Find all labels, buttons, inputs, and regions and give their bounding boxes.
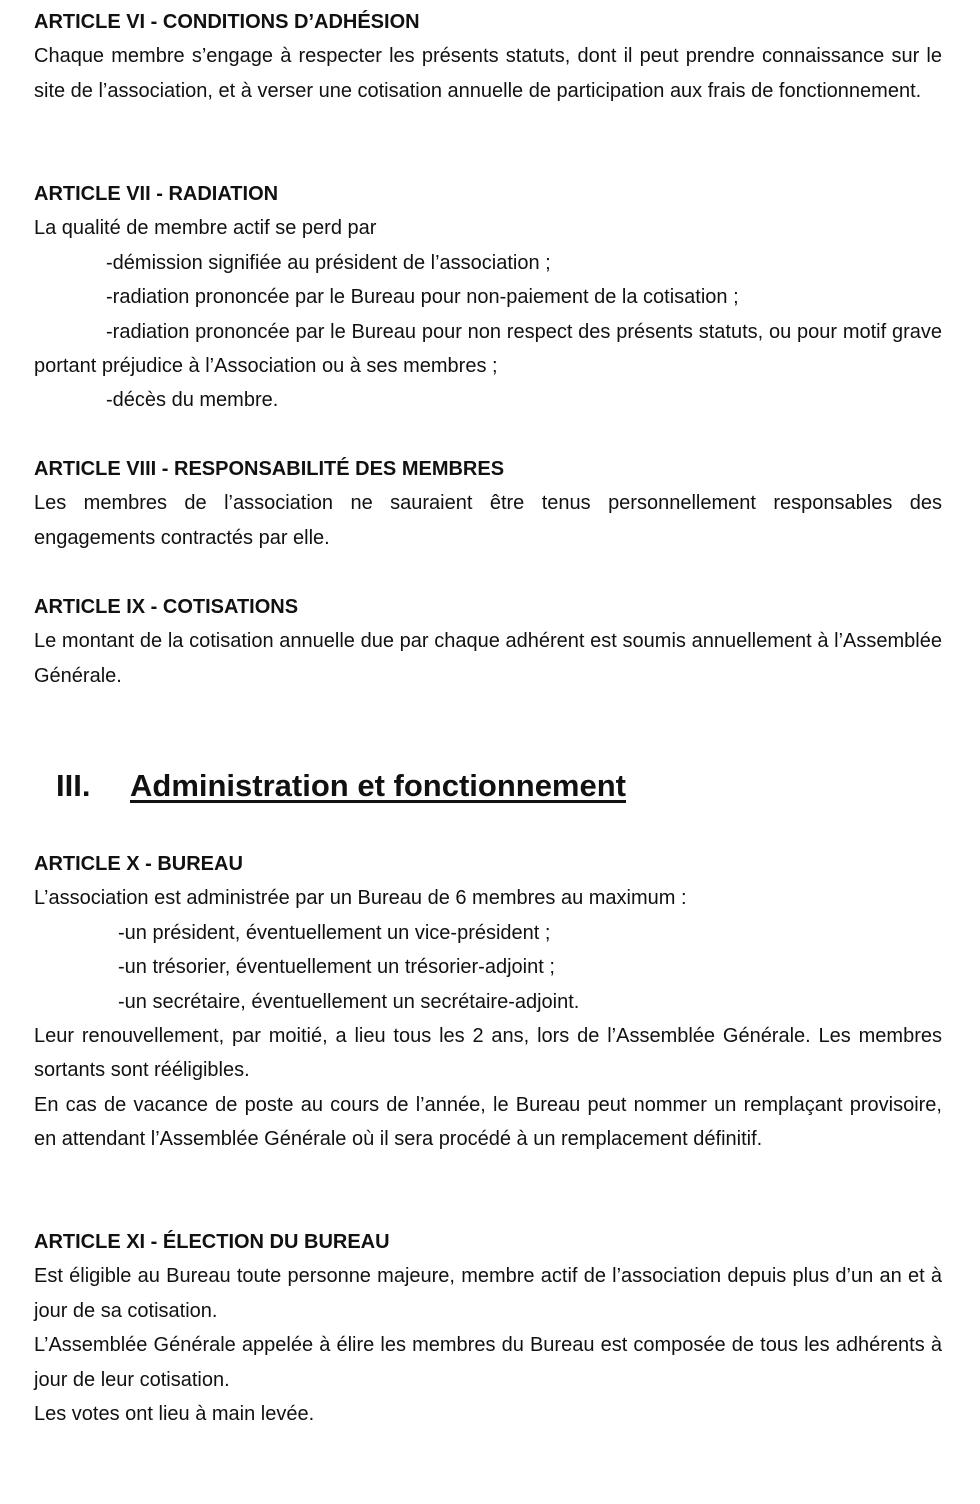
article-10-paragraph-2: En cas de vacance de poste au cours de l’année, le Bureau peut nommer un remplaçant provisoire, en attendant l’Assemblée Générale où il sera procédé à un remplacement définitif.	[34, 1093, 942, 1151]
article-7-intro: La qualité de membre actif se perd par	[34, 217, 377, 240]
article-6	[34, 5, 942, 108]
article-6-heading: ARTICLE VI - CONDITIONS D’ADHÉSION	[34, 11, 420, 33]
article-9-heading: ARTICLE IX - COTISATIONS	[34, 596, 299, 618]
article-8-text: Les membres de l’association ne sauraient être tenus personnellement responsables des engagements contractés par elle.	[34, 492, 942, 549]
article-11-paragraph-1: Est éligible au Bureau toute personne majeure, membre actif de l’association depuis plus d’un an et à jour de sa cotisation.	[34, 1265, 942, 1322]
article-10-paragraph-1: Leur renouvellement, par moitié, a lieu tous les 2 ans, lors de l’Assemblée Générale. Les membres sortants sont rééligibles.	[34, 1025, 942, 1082]
section-3-number: III.	[56, 768, 91, 803]
article-8	[34, 452, 942, 555]
article-10-intro: L’association est administrée par un Bureau de 6 membres au maximum :	[34, 887, 687, 910]
section-3-heading: Administration et fonctionnement	[130, 768, 626, 803]
article-8-heading: ARTICLE VIII - RESPONSABILITÉ DES MEMBRES	[34, 458, 505, 480]
article-10-heading: ARTICLE X - BUREAU	[34, 853, 243, 875]
article-11-paragraph-3: Les votes ont lieu à main levée.	[34, 1403, 315, 1426]
article-10-item-3: -un secrétaire, éventuellement un secrétaire-adjoint.	[118, 990, 580, 1013]
article-10-item-1: -un président, éventuellement un vice-président ;	[118, 921, 551, 944]
article-11-paragraph-2: L’Assemblée Générale appelée à élire les membres du Bureau est composée de tous les adhérents à jour de leur cotisation.	[34, 1334, 942, 1391]
article-9	[34, 590, 942, 693]
article-6-text: Chaque membre s’engage à respecter les présents statuts, dont il peut prendre connaissance sur le site de l’association, et à verser une cotisation annuelle de participation aux frais de fonctionnement.	[34, 45, 942, 102]
article-10-item-2: -un trésorier, éventuellement un trésorier-adjoint ;	[118, 956, 555, 979]
section-3-title	[56, 766, 626, 806]
article-11	[34, 1225, 942, 1431]
article-11-heading: ARTICLE XI - ÉLECTION DU BUREAU	[34, 1231, 390, 1253]
article-9-text: Le montant de la cotisation annuelle due par chaque adhérent est soumis annuellement à l’Assemblée Générale.	[34, 630, 942, 687]
article-7-item-1: -démission signifiée au président de l’association ;	[106, 251, 551, 274]
article-10	[34, 847, 942, 1157]
article-7	[34, 177, 942, 418]
article-7-item-3: -radiation prononcée par le Bureau pour non respect des présents statuts, ou pour motif grave portant préjudice à l’Association ou à ses membres ;	[34, 320, 942, 378]
article-7-item-2: -radiation prononcée par le Bureau pour non-paiement de la cotisation ;	[106, 286, 739, 309]
article-7-item-4: -décès du membre.	[106, 389, 279, 412]
article-7-heading: ARTICLE VII - RADIATION	[34, 183, 279, 205]
